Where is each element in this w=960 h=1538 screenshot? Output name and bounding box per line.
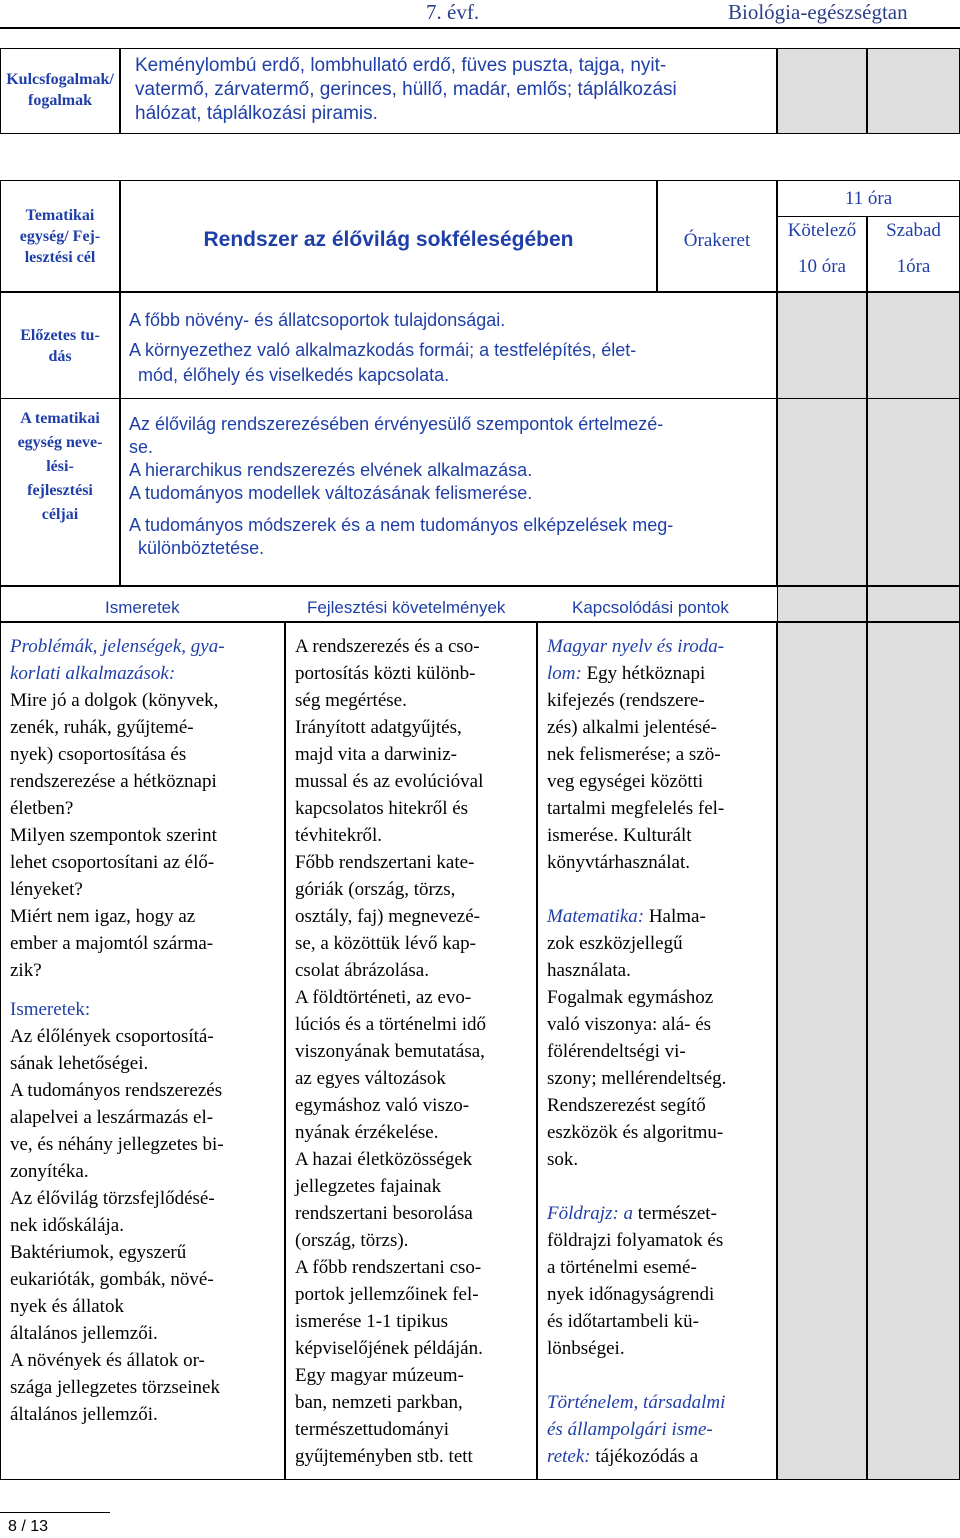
requirement-line: osztály, faj) megnevezé-: [295, 906, 480, 927]
geography-line-3: nyek időnagyságrendi: [547, 1284, 715, 1305]
requirement-line: portok jellemzőinek fel-: [295, 1284, 479, 1305]
grade-label: 7. évf.: [426, 0, 480, 24]
unit-label-1: Tematikai: [25, 207, 95, 224]
question-line-3: nyek) csoportosítása és: [10, 744, 187, 765]
knowledge-line-13: A növények és állatok or-: [10, 1350, 205, 1371]
footer-rule: [0, 1512, 110, 1513]
requirement-line: lúciós és a történelmi idő: [295, 1014, 487, 1035]
page-number: 8 / 13: [8, 1518, 49, 1535]
goals-line-3: A hierarchikus rendszerezés elvének alkalmazása.: [129, 460, 533, 480]
total-hours: 11 óra: [844, 188, 893, 209]
question-line-10: ember a majomtól szárma-: [10, 933, 214, 954]
hungarian-subject-1: Magyar nyelv és iroda-: [547, 636, 725, 657]
prior-line-2: A környezethez való alkalmazkodás formái; a testfelépítés, élet-: [129, 340, 637, 360]
math-line-9: sok.: [547, 1149, 579, 1170]
unit-label-3: lesztési cél: [24, 249, 96, 266]
requirement-line: Főbb rendszertani kate-: [295, 852, 475, 873]
goals-label-1: A tematikai: [20, 410, 100, 427]
requirements-column: [285, 622, 537, 1480]
hungarian-line-6: ismerése. Kulturált: [547, 825, 692, 846]
unit-label-2: egység/ Fej-: [19, 228, 101, 245]
math-line-7: Rendszerezést segítő: [547, 1095, 706, 1116]
goals-label-cell: [0, 398, 120, 586]
hungarian-line-1: kifejezés (rendszere-: [547, 690, 705, 711]
key-concepts-line-3: hálózat, táplálkozási piramis.: [135, 103, 378, 124]
goals-text-cell: [120, 398, 777, 586]
geography-subject: Földrajz: a: [547, 1203, 634, 1224]
requirement-line: egymáshoz való viszo-: [295, 1095, 470, 1116]
mandatory-label: Kötelező: [787, 220, 857, 241]
question-line-8: lényeket?: [10, 879, 83, 900]
geography-line-1: földrajzi folyamatok és: [547, 1230, 724, 1251]
requirement-line: A földtörténeti, az evo-: [295, 987, 472, 1008]
question-line-2: zenék, ruhák, gyűjtemé-: [10, 717, 194, 738]
geography-line-2: a történelmi esemé-: [547, 1257, 697, 1278]
header-gray-1: [777, 586, 867, 622]
math-subject: Matematika:: [547, 906, 645, 927]
knowledge-line-15: általános jellemzői.: [10, 1404, 158, 1425]
math-line-5: fölérendeltségi vi-: [547, 1041, 686, 1062]
requirement-line: Irányított adatgyűjtés,: [295, 717, 462, 738]
key-concepts-line-1: Keménylombú erdő, lombhullató erdő, füves puszta, tajga, nyit-: [135, 55, 667, 76]
key-concepts-line-2: vatermő, zárvatermő, gerinces, hüllő, madár, emlős; táplálkozási: [135, 79, 677, 100]
goals-line-5: A tudományos módszerek és a nem tudományos elképzelések meg-: [129, 515, 674, 535]
math-line-3: Fogalmak egymáshoz: [547, 987, 714, 1008]
column-knowledge: Ismeretek: [105, 598, 180, 617]
requirement-line: portosítás közti különb-: [295, 663, 476, 684]
key-concepts-label-1: Kulcsfogalmak/: [6, 71, 114, 88]
math-line-1: zok eszközjellegű: [547, 933, 683, 954]
requirement-line: tévhitekről.: [295, 825, 383, 846]
free-label: Szabad: [886, 220, 941, 241]
requirement-line: jellegzetes fajainak: [295, 1176, 442, 1197]
knowledge-line-11: nyek és állatok: [10, 1296, 124, 1317]
prior-label-1: Előzetes tu-: [20, 327, 100, 344]
knowledge-line-7: Az élővilág törzsfejlődésé-: [10, 1188, 215, 1209]
goals-line-1: Az élővilág rendszerezésében érvényesülő szempontok értelmezé-: [129, 414, 664, 434]
math-line-2: használata.: [547, 960, 631, 981]
goals-label-2: egység neve-: [17, 434, 103, 451]
body-gray-1: [777, 622, 867, 1480]
unit-title: Rendszer az élővilág sokféleségében: [203, 228, 574, 251]
requirement-line: természettudományi: [295, 1419, 450, 1440]
math-line-4: való viszonya: alá- és: [547, 1014, 712, 1035]
subject-label: Biológia-egészségtan: [728, 0, 908, 24]
hours-label: Órakeret: [683, 230, 751, 251]
requirement-line: A főbb rendszertani cso-: [295, 1257, 482, 1278]
hungarian-first-rest: Egy hétköznapi: [581, 663, 706, 684]
math-line-8: eszközök és algoritmu-: [547, 1122, 724, 1143]
knowledge-line-9: Baktériumok, egyszerű: [10, 1242, 187, 1263]
prior-text-cell: [120, 292, 777, 399]
requirement-line: góriák (ország, törzs,: [295, 879, 456, 900]
problems-line-1: Problémák, jelenségek, gya-: [10, 636, 225, 657]
geography-line-5: lönbségei.: [547, 1338, 625, 1359]
requirement-line: A rendszerezés és a cso-: [295, 636, 480, 657]
key-concepts-label-cell: [0, 48, 120, 134]
math-line-6: szony; mellérendeltség.: [547, 1068, 727, 1089]
key-concepts-gray-2: [867, 48, 960, 134]
requirement-line: képviselőjének példáján.: [295, 1338, 483, 1359]
knowledge-heading: Ismeretek:: [10, 999, 91, 1020]
unit-label-cell: [0, 180, 120, 292]
hungarian-line-2: zés) alkalmi jelentésé-: [547, 717, 717, 738]
question-line-7: lehet csoportosítani az élő-: [10, 852, 215, 873]
history-subject-2: és állampolgári isme-: [547, 1419, 713, 1440]
requirement-line: se, a közöttük lévő kap-: [295, 933, 476, 954]
unit-title-cell: [120, 180, 657, 292]
hungarian-line-7: könyvtárhasználat.: [547, 852, 690, 873]
geography-first-rest: természet-: [633, 1203, 717, 1224]
key-concepts-label-2: fogalmak: [28, 92, 92, 109]
knowledge-line-8: nek időskálája.: [10, 1215, 124, 1236]
requirement-line: csolat ábrázolása.: [295, 960, 429, 981]
connections-column: [537, 622, 777, 1480]
hungarian-subject-2: lom:: [547, 663, 582, 684]
requirement-line: A hazai életközösségek: [295, 1149, 473, 1170]
requirement-line: (ország, törzs).: [295, 1230, 409, 1251]
requirement-line: Egy magyar múzeum-: [295, 1365, 464, 1386]
goals-label-4: fejlesztési: [27, 482, 93, 499]
column-requirements: Fejlesztési követelmények: [307, 598, 506, 617]
goals-line-4: A tudományos modellek változásának felismerése.: [129, 483, 533, 503]
mandatory-hours: 10 óra: [797, 256, 846, 277]
free-cell: [867, 216, 960, 292]
hungarian-line-4: veg egységei közötti: [547, 771, 704, 792]
total-hours-cell: [777, 180, 960, 217]
mandatory-cell: [777, 216, 867, 292]
hungarian-line-3: nek felismerése; a szö-: [547, 744, 721, 765]
knowledge-line-10: eukarióták, gombák, növé-: [10, 1269, 214, 1290]
key-concepts-gray-1: [777, 48, 867, 134]
prior-gray-1: [777, 292, 867, 399]
goals-label-5: céljai: [41, 506, 79, 523]
requirement-line: ismerése 1-1 tipikus: [295, 1311, 449, 1332]
question-line-6: Milyen szempontok szerint: [10, 825, 217, 846]
knowledge-column: [0, 622, 285, 1480]
history-last-rest: tájékozódás a: [590, 1446, 699, 1467]
knowledge-line-14: szága jellegzetes törzseinek: [10, 1377, 220, 1398]
free-hours: 1óra: [896, 256, 931, 277]
prior-label-2: dás: [48, 348, 72, 365]
knowledge-line-2: sának lehetőségei.: [10, 1053, 149, 1074]
requirement-line: ség megértése.: [295, 690, 407, 711]
requirement-line: rendszertani besorolása: [295, 1203, 473, 1224]
prior-line-1: A főbb növény- és állatcsoportok tulajdonságai.: [129, 310, 506, 330]
requirement-line: kapcsolatos hitekről és: [295, 798, 469, 819]
knowledge-line-3: A tudományos rendszerezés: [10, 1080, 223, 1101]
question-line-1: Mire jó a dolgok (könyvek,: [10, 690, 219, 711]
history-subject-1: Történelem, társadalmi: [547, 1392, 726, 1413]
key-concepts-text-cell: [120, 48, 777, 134]
prior-line-3: mód, élőhely és viselkedés kapcsolata.: [138, 365, 450, 385]
question-line-5: életben?: [10, 798, 74, 819]
requirement-line: az egyes változások: [295, 1068, 446, 1089]
goals-gray-2: [867, 398, 960, 586]
header-rule: [0, 27, 960, 29]
knowledge-line-5: ve, és néhány jellegzetes bi-: [10, 1134, 224, 1155]
hungarian-line-5: tartalmi megfelelés fel-: [547, 798, 725, 819]
prior-gray-2: [867, 292, 960, 399]
column-connections: Kapcsolódási pontok: [572, 598, 729, 617]
requirement-line: gyűjteményben stb. tett: [295, 1446, 473, 1467]
prior-label-cell: [0, 292, 120, 399]
requirement-line: viszonyának bemutatása,: [295, 1041, 485, 1062]
hours-label-cell: [657, 180, 777, 292]
knowledge-line-6: zonyítéka.: [10, 1161, 89, 1182]
question-line-11: zik?: [10, 960, 42, 981]
goals-line-6: különböztetése.: [138, 538, 265, 558]
header-gray-2: [867, 586, 960, 622]
body-gray-2: [867, 622, 960, 1480]
requirement-line: mussal és az evolúcióval: [295, 771, 484, 792]
knowledge-line-4: alapelvei a leszármazás el-: [10, 1107, 214, 1128]
column-header-row: [0, 586, 777, 622]
requirement-line: nyának érzékelése.: [295, 1122, 439, 1143]
requirement-line: majd vita a darwiniz-: [295, 744, 457, 765]
goals-line-2: se.: [129, 437, 154, 457]
knowledge-line-12: általános jellemzői.: [10, 1323, 158, 1344]
history-subject-3: retek:: [547, 1446, 591, 1467]
question-line-4: rendszerezése a hétköznapi: [10, 771, 217, 792]
knowledge-line-1: Az élőlények csoportosítá-: [10, 1026, 214, 1047]
math-first-rest: Halma-: [644, 906, 706, 927]
goals-label-3: lési-: [46, 458, 74, 475]
requirement-line: ban, nemzeti parkban,: [295, 1392, 463, 1413]
question-line-9: Miért nem igaz, hogy az: [10, 906, 196, 927]
goals-gray-1: [777, 398, 867, 586]
geography-line-4: és időtartambeli kü-: [547, 1311, 699, 1332]
problems-line-2: korlati alkalmazások:: [10, 663, 176, 684]
